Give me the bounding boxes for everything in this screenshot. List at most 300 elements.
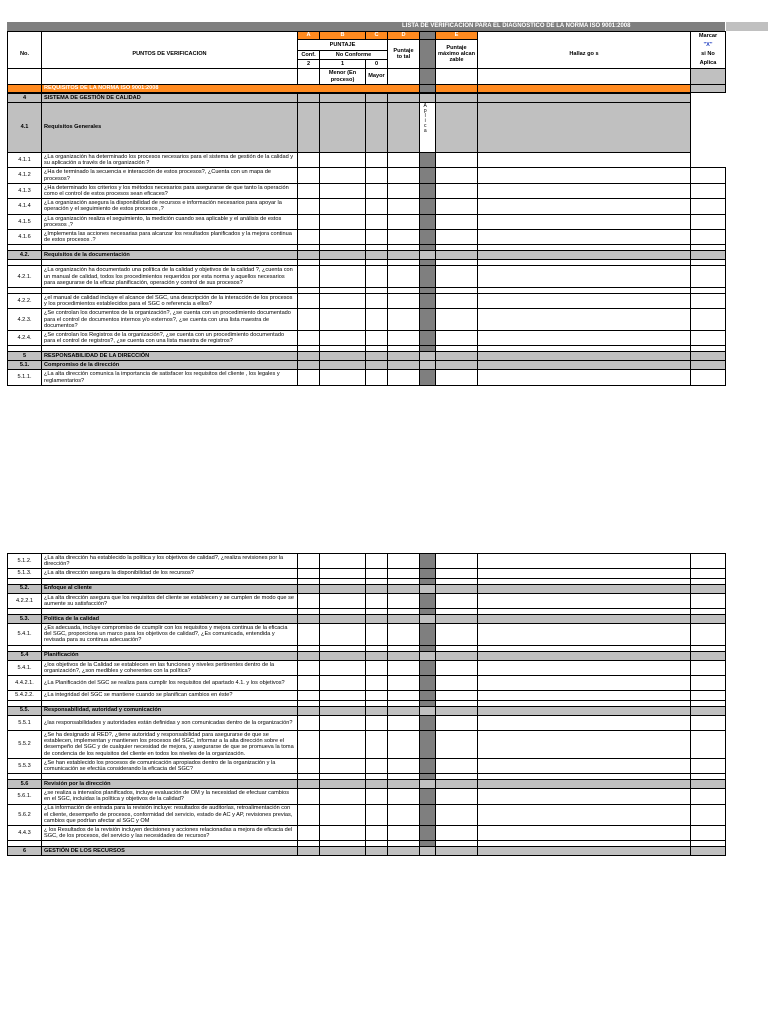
- mayor-cell[interactable]: [366, 569, 388, 578]
- question-text: ¿Ha determinado los criterios y los métodos necesarios para asegurarse de que tanto la operación como el control de estos procesos sean eficaces?: [42, 183, 298, 198]
- aplica-cell[interactable]: [691, 789, 726, 804]
- hallazgos-cell[interactable]: [478, 715, 691, 730]
- mayor-cell[interactable]: [366, 370, 388, 385]
- puntaje-maximo-cell: [436, 330, 478, 345]
- section-row: [8, 251, 726, 260]
- conf-cell[interactable]: [298, 153, 320, 168]
- hallazgos-cell[interactable]: [478, 309, 691, 331]
- question-text: ¿La alta dirección asegura que los requisitos del cliente se establecen y se cumplen de modo que se aumente su satisfacción?: [42, 593, 298, 608]
- conf-cell[interactable]: [298, 715, 320, 730]
- aplica-cell[interactable]: [691, 293, 726, 308]
- puntaje-total-cell[interactable]: [388, 214, 420, 229]
- item-number: 5.4.1.: [8, 660, 42, 675]
- aplica-cell[interactable]: [691, 554, 726, 569]
- checklist-sheet: [7, 31, 725, 386]
- conf-cell[interactable]: [298, 370, 320, 385]
- item-number: 4.4.2.1.: [8, 675, 42, 690]
- puntaje-maximo-cell: [436, 229, 478, 244]
- separator-cell: [420, 330, 436, 345]
- puntaje-total-cell[interactable]: [388, 826, 420, 841]
- menor-header: Menor (En proceso): [320, 69, 366, 85]
- separator-cell: [420, 691, 436, 700]
- extra-column-header: [726, 22, 768, 31]
- puntaje-total-cell[interactable]: [388, 309, 420, 331]
- hallazgos-cell[interactable]: [478, 789, 691, 804]
- question-row: [8, 199, 726, 214]
- puntaje-maximo-cell: [436, 251, 478, 260]
- puntaje-total-cell[interactable]: [388, 623, 420, 645]
- menor-cell[interactable]: [320, 309, 366, 331]
- header-blank-3: [478, 32, 691, 40]
- puntaje-maximo-cell: [436, 584, 478, 593]
- aplica-cell[interactable]: [691, 804, 726, 826]
- conf-value: 2: [298, 60, 320, 69]
- puntaje-maximo-cell: [436, 199, 478, 214]
- conf-cell: [298, 584, 320, 593]
- question-text: ¿Ha de terminado la secuencia e interacción de estos procesos?, ¿Cuenta con un mapa de procesos?: [42, 168, 298, 183]
- puntaje-total-cell[interactable]: [388, 229, 420, 244]
- menor-value: 1: [320, 60, 366, 69]
- puntaje-total-cell: [388, 103, 420, 153]
- hallazgos-cell[interactable]: [478, 183, 691, 198]
- question-row: [8, 675, 726, 690]
- hallazgos-cell[interactable]: [478, 554, 691, 569]
- question-text: ¿La organización ha determinado los procesos necesarios para el sistema de gestión de la calidad y su aplicación a través de la organización ?: [42, 153, 298, 168]
- puntaje-total-cell[interactable]: [388, 183, 420, 198]
- menor-cell[interactable]: [320, 660, 366, 675]
- menor-cell: [320, 361, 366, 370]
- req-row-hallazgos: [478, 85, 691, 93]
- conf-cell[interactable]: [298, 168, 320, 183]
- item-number: 5.1.1.: [8, 370, 42, 385]
- conf-cell[interactable]: [298, 199, 320, 214]
- mayor-cell[interactable]: [366, 804, 388, 826]
- section-title: Responsabilidad, autoridad y comunicación: [42, 706, 298, 715]
- mayor-cell[interactable]: [366, 593, 388, 608]
- conf-cell: [298, 780, 320, 789]
- puntaje-maximo-cell: [436, 758, 478, 773]
- mayor-cell: [366, 251, 388, 260]
- puntaje-total-cell[interactable]: [388, 293, 420, 308]
- puntaje-total-cell: [388, 780, 420, 789]
- conf-cell[interactable]: [298, 660, 320, 675]
- question-text: ¿ los Resultados de la revisión incluyen decisiones y acciones relacionadas a mejora de eficacia del SGC, de los procesos, del servicio y las necesidades de recursos?: [42, 826, 298, 841]
- conf-cell: [298, 706, 320, 715]
- menor-cell[interactable]: [320, 804, 366, 826]
- item-number: 5.3.: [8, 614, 42, 623]
- aplica-cell[interactable]: [691, 758, 726, 773]
- menor-cell[interactable]: [320, 370, 366, 385]
- mayor-cell[interactable]: [366, 730, 388, 758]
- item-number: 4.1.1: [8, 153, 42, 168]
- hallazgos-cell[interactable]: [478, 168, 691, 183]
- menor-cell[interactable]: [320, 623, 366, 645]
- conf-cell: [298, 251, 320, 260]
- checklist-table-header: [7, 31, 726, 93]
- puntaje-total-cell[interactable]: [388, 660, 420, 675]
- hallazgos-cell[interactable]: [478, 660, 691, 675]
- puntaje-total-cell[interactable]: [388, 691, 420, 700]
- menor-cell[interactable]: [320, 183, 366, 198]
- puntaje-maximo-cell: [436, 554, 478, 569]
- question-text: ¿Se ha designado al RED?, ¿tiene autoridad y responsabilidad para asegurarse de que se establecen, implementan y mantienen los procesos del SGC, informar a la alta dirección sobre el desempeño del SGC y de cualquier necesidad de mejora, y asegurarse de que se promueva la toma de condencia de los requisitos del cliente en todos los niveles de la organización.: [42, 730, 298, 758]
- puntaje-total-cell: [388, 584, 420, 593]
- menor-cell[interactable]: [320, 569, 366, 578]
- menor-cell[interactable]: [320, 293, 366, 308]
- puntaje-maximo-cell: [436, 730, 478, 758]
- section-row: [8, 780, 726, 789]
- question-row: [8, 660, 726, 675]
- mayor-cell: [366, 780, 388, 789]
- mayor-cell[interactable]: [366, 826, 388, 841]
- menor-cell[interactable]: [320, 691, 366, 700]
- puntaje-total-cell[interactable]: [388, 730, 420, 758]
- aplica-cell[interactable]: [691, 330, 726, 345]
- separator-cell: [420, 789, 436, 804]
- hallazgos-cell[interactable]: [478, 758, 691, 773]
- no-conforme-header: No Conforme: [320, 51, 388, 60]
- aplica-cell[interactable]: [691, 309, 726, 331]
- puntaje-total-cell[interactable]: [388, 554, 420, 569]
- mayor-cell[interactable]: [366, 715, 388, 730]
- question-row: [8, 789, 726, 804]
- menor-cell[interactable]: [320, 229, 366, 244]
- separator-cell: [420, 214, 436, 229]
- hallazgos-cell[interactable]: [478, 266, 691, 288]
- col-letter-a: A: [298, 32, 320, 40]
- item-number: 5.2.: [8, 584, 42, 593]
- conf-cell: [298, 847, 320, 856]
- item-number: 4.1: [8, 103, 42, 153]
- header-blank-2: [42, 32, 298, 40]
- menor-cell[interactable]: [320, 199, 366, 214]
- item-number: 5.4: [8, 651, 42, 660]
- hallazgos-cell[interactable]: [478, 826, 691, 841]
- hallazgos-cell[interactable]: [478, 569, 691, 578]
- conf-cell[interactable]: [298, 293, 320, 308]
- mayor-cell[interactable]: [366, 183, 388, 198]
- question-row: [8, 309, 726, 331]
- item-number: 5.1.: [8, 361, 42, 370]
- hallazgos-cell[interactable]: [478, 199, 691, 214]
- mayor-cell[interactable]: [366, 229, 388, 244]
- mayor-cell[interactable]: [366, 675, 388, 690]
- hallazgos-cell[interactable]: [478, 214, 691, 229]
- hallazgos-cell: [478, 706, 691, 715]
- puntaje-total-cell[interactable]: [388, 199, 420, 214]
- no-header: No.: [8, 40, 42, 69]
- conf-cell[interactable]: [298, 826, 320, 841]
- page-break-gap: [0, 525, 768, 550]
- menor-cell: [320, 780, 366, 789]
- hallazgos-cell[interactable]: [478, 593, 691, 608]
- aplica-cell[interactable]: [691, 675, 726, 690]
- puntaje-total-cell: [388, 251, 420, 260]
- mayor-cell[interactable]: [366, 623, 388, 645]
- hallazgos-cell: [478, 251, 691, 260]
- section-title: Planificación: [42, 651, 298, 660]
- item-number: 5: [8, 352, 42, 361]
- puntaje-maximo-cell: [436, 614, 478, 623]
- menor-cell[interactable]: [320, 266, 366, 288]
- separator-cell: [420, 352, 436, 361]
- hallazgos-cell[interactable]: [478, 370, 691, 385]
- question-row: [8, 229, 726, 244]
- hallazgos-cell[interactable]: [478, 330, 691, 345]
- separator-cell: [420, 293, 436, 308]
- puntaje-total-cell[interactable]: [388, 168, 420, 183]
- aplica-cell[interactable]: [691, 691, 726, 700]
- item-number: 4.1.3: [8, 183, 42, 198]
- mayor-cell: [366, 651, 388, 660]
- checklist-table-page1: [7, 93, 726, 386]
- puntaje-total-cell[interactable]: [388, 370, 420, 385]
- conf-cell: [298, 94, 320, 103]
- conf-cell[interactable]: [298, 593, 320, 608]
- puntaje-total-cell[interactable]: [388, 675, 420, 690]
- aplica-cell[interactable]: [691, 569, 726, 578]
- conf-cell[interactable]: [298, 266, 320, 288]
- hallazgos-cell: [478, 614, 691, 623]
- aplica-cell[interactable]: [691, 660, 726, 675]
- menor-cell[interactable]: [320, 715, 366, 730]
- mayor-cell[interactable]: [366, 266, 388, 288]
- aplica-cell[interactable]: [691, 623, 726, 645]
- header-blank-8: [436, 69, 478, 85]
- item-number: 4: [8, 94, 42, 103]
- mayor-cell[interactable]: [366, 789, 388, 804]
- aplica-cell[interactable]: [691, 199, 726, 214]
- item-number: 4.2.3.: [8, 309, 42, 331]
- menor-cell[interactable]: [320, 214, 366, 229]
- mayor-cell[interactable]: [366, 168, 388, 183]
- conf-cell[interactable]: [298, 229, 320, 244]
- conf-cell[interactable]: [298, 675, 320, 690]
- aplica-cell[interactable]: [691, 266, 726, 288]
- separator-cell: [420, 614, 436, 623]
- aplica-cell[interactable]: [691, 168, 726, 183]
- puntaje-total-cell: [388, 94, 420, 103]
- menor-cell: [320, 103, 366, 153]
- conf-cell[interactable]: [298, 569, 320, 578]
- hallazgos-cell[interactable]: [478, 153, 691, 168]
- item-number: 4.2.1.: [8, 266, 42, 288]
- question-text: ¿Se controlan los documentos de la organización?, ¿se cuenta con un procedimiento documentado para el control de documentos internos y/o externos?, ¿se cuenta con una lista maestra de documentos?: [42, 309, 298, 331]
- mayor-cell[interactable]: [366, 293, 388, 308]
- puntaje-total-cell[interactable]: [388, 330, 420, 345]
- checklist-table-page2: [7, 553, 726, 856]
- puntaje-header: PUNTAJE: [298, 40, 388, 51]
- hallazgos-cell[interactable]: [478, 293, 691, 308]
- puntaje-maximo-cell: [436, 706, 478, 715]
- mayor-cell: [366, 847, 388, 856]
- mayor-cell[interactable]: [366, 309, 388, 331]
- hallazgos-cell[interactable]: [478, 730, 691, 758]
- conf-cell[interactable]: [298, 623, 320, 645]
- aplica-cell[interactable]: [691, 826, 726, 841]
- mayor-cell[interactable]: [366, 758, 388, 773]
- question-text: ¿Se han establecido los procesos de comunicación apropiados dentro de la organización y la comunicación se efectúa considerando la eficacia del SGC?: [42, 758, 298, 773]
- menor-cell[interactable]: [320, 593, 366, 608]
- req-row-max: [436, 85, 478, 93]
- puntaje-total-cell[interactable]: [388, 593, 420, 608]
- menor-cell[interactable]: [320, 168, 366, 183]
- conf-cell[interactable]: [298, 214, 320, 229]
- puntaje-total-cell: [388, 614, 420, 623]
- question-row: [8, 370, 726, 385]
- puntaje-maximo-cell: [436, 168, 478, 183]
- question-text: ¿La alta dirección ha establecido la política y los objetivos de calidad?, ¿realiza revisiones por la dirección?: [42, 554, 298, 569]
- puntaje-total-cell[interactable]: [388, 758, 420, 773]
- puntaje-maximo-cell: [436, 847, 478, 856]
- item-number: 6: [8, 847, 42, 856]
- conf-cell[interactable]: [298, 183, 320, 198]
- conf-cell[interactable]: [298, 691, 320, 700]
- section-row: [8, 847, 726, 856]
- item-number: 4.2.: [8, 251, 42, 260]
- question-text: ¿el manual de calidad incluye el alcance del SGC, una descripción de la interacción de los procesos y los procedimientos establecidos para el SGC o referencia a ellos?: [42, 293, 298, 308]
- hallazgos-cell[interactable]: [478, 229, 691, 244]
- aplica-cell[interactable]: [691, 229, 726, 244]
- section-title: Revisión por la dirección: [42, 780, 298, 789]
- menor-cell[interactable]: [320, 330, 366, 345]
- question-row: [8, 183, 726, 198]
- aplica-cell: [691, 361, 726, 370]
- req-row-gap: [420, 85, 436, 93]
- puntaje-total-header: Puntaje to tal: [388, 40, 420, 69]
- separator-cell: [420, 168, 436, 183]
- puntaje-maximo-cell: [436, 94, 478, 103]
- mayor-cell[interactable]: [366, 153, 388, 168]
- conf-cell[interactable]: [298, 330, 320, 345]
- section-title: Requisitos Generales: [42, 103, 298, 153]
- mayor-cell[interactable]: [366, 199, 388, 214]
- menor-cell[interactable]: [320, 758, 366, 773]
- item-number: 5.5.: [8, 706, 42, 715]
- puntaje-total-cell[interactable]: [388, 266, 420, 288]
- header-blank-1: [8, 32, 42, 40]
- conf-cell[interactable]: [298, 758, 320, 773]
- question-row: [8, 330, 726, 345]
- conf-cell[interactable]: [298, 804, 320, 826]
- puntaje-maximo-cell: [436, 352, 478, 361]
- separator-cell: [420, 730, 436, 758]
- puntaje-maximo-cell: [436, 691, 478, 700]
- menor-cell[interactable]: [320, 675, 366, 690]
- menor-cell[interactable]: [320, 730, 366, 758]
- puntaje-maximo-cell: [436, 153, 478, 168]
- puntaje-total-cell[interactable]: [388, 153, 420, 168]
- menor-cell[interactable]: [320, 554, 366, 569]
- aplica-cell[interactable]: [691, 730, 726, 758]
- section-row: [8, 706, 726, 715]
- aplica-cell[interactable]: [691, 183, 726, 198]
- conf-cell[interactable]: [298, 789, 320, 804]
- col-letter-c: C: [366, 32, 388, 40]
- item-number: 5.6: [8, 780, 42, 789]
- aplica-cell[interactable]: [691, 593, 726, 608]
- separator-cell: [420, 706, 436, 715]
- mayor-cell[interactable]: [366, 330, 388, 345]
- question-row: [8, 691, 726, 700]
- mayor-cell: [366, 94, 388, 103]
- question-text: ¿Implementa las acciones necesarias para alcanzar los resultados planificados y la mejora continua de estos procesos .?: [42, 229, 298, 244]
- conf-cell[interactable]: [298, 730, 320, 758]
- menor-cell[interactable]: [320, 789, 366, 804]
- puntaje-total-cell[interactable]: [388, 789, 420, 804]
- question-row: [8, 293, 726, 308]
- menor-cell[interactable]: [320, 826, 366, 841]
- hallazgos-cell: [478, 361, 691, 370]
- item-number: 5.4.1.: [8, 623, 42, 645]
- conf-cell: [298, 651, 320, 660]
- puntaje-total-cell[interactable]: [388, 569, 420, 578]
- mayor-cell[interactable]: [366, 660, 388, 675]
- puntaje-maximo-cell: [436, 183, 478, 198]
- hallazgos-cell[interactable]: [478, 804, 691, 826]
- aplica-vertical-label: Aplica: [422, 103, 429, 133]
- aplica-cell: [691, 584, 726, 593]
- separator-cell: [420, 804, 436, 826]
- gap-header-2: [420, 69, 436, 85]
- puntaje-total-cell: [388, 651, 420, 660]
- puntaje-maximo-cell: [436, 370, 478, 385]
- puntaje-total-cell[interactable]: [388, 715, 420, 730]
- question-text: ¿La información de entrada para la revisión incluye: resultados de auditorías, retroalimentación con el cliente, desempeño de procesos, conformidad del servicio, estado de AC y AP, revisiones previas, cambios que podrían afectar al SGC y OM: [42, 804, 298, 826]
- mayor-cell[interactable]: [366, 214, 388, 229]
- header-blank-6: [298, 69, 320, 85]
- hallazgos-cell[interactable]: [478, 675, 691, 690]
- puntaje-maximo-cell: [436, 214, 478, 229]
- puntaje-maximo-cell: [436, 826, 478, 841]
- aplica-cell[interactable]: [691, 370, 726, 385]
- question-row: [8, 554, 726, 569]
- aplica-cell[interactable]: [691, 214, 726, 229]
- question-text: ¿La Planificación del SGC se realiza para cumplir los requisitos del apartado 4.1. y los objetivos?: [42, 675, 298, 690]
- puntaje-maximo-cell: [436, 789, 478, 804]
- hallazgos-cell: [478, 94, 691, 103]
- section-row: [8, 614, 726, 623]
- item-number: 4.1.6: [8, 229, 42, 244]
- hallazgos-cell[interactable]: [478, 691, 691, 700]
- menor-cell: [320, 651, 366, 660]
- section-title: Requisitos de la documentación: [42, 251, 298, 260]
- aplica-cell[interactable]: [691, 715, 726, 730]
- puntaje-total-cell[interactable]: [388, 804, 420, 826]
- mayor-cell[interactable]: [366, 691, 388, 700]
- menor-cell[interactable]: [320, 153, 366, 168]
- conf-cell[interactable]: [298, 309, 320, 331]
- puntaje-maximo-cell: [436, 651, 478, 660]
- item-number: 4.2.2.1: [8, 593, 42, 608]
- separator-cell: [420, 103, 436, 153]
- separator-cell: [420, 251, 436, 260]
- hallazgos-cell: [478, 103, 691, 153]
- mayor-header: Mayor: [366, 69, 388, 85]
- mayor-cell[interactable]: [366, 554, 388, 569]
- aplica-cell: [691, 614, 726, 623]
- hallazgos-cell[interactable]: [478, 623, 691, 645]
- req-row-label: REQUISITOS DE LA NORMA ISO 9001:2008: [42, 85, 420, 93]
- question-row: [8, 593, 726, 608]
- section-title: Compromiso de la dirección: [42, 361, 298, 370]
- conf-cell[interactable]: [298, 554, 320, 569]
- puntaje-maximo-cell: [436, 569, 478, 578]
- puntaje-maximo-cell: [436, 309, 478, 331]
- item-number: 4.2.4.: [8, 330, 42, 345]
- separator-cell: [420, 584, 436, 593]
- question-row: [8, 153, 726, 168]
